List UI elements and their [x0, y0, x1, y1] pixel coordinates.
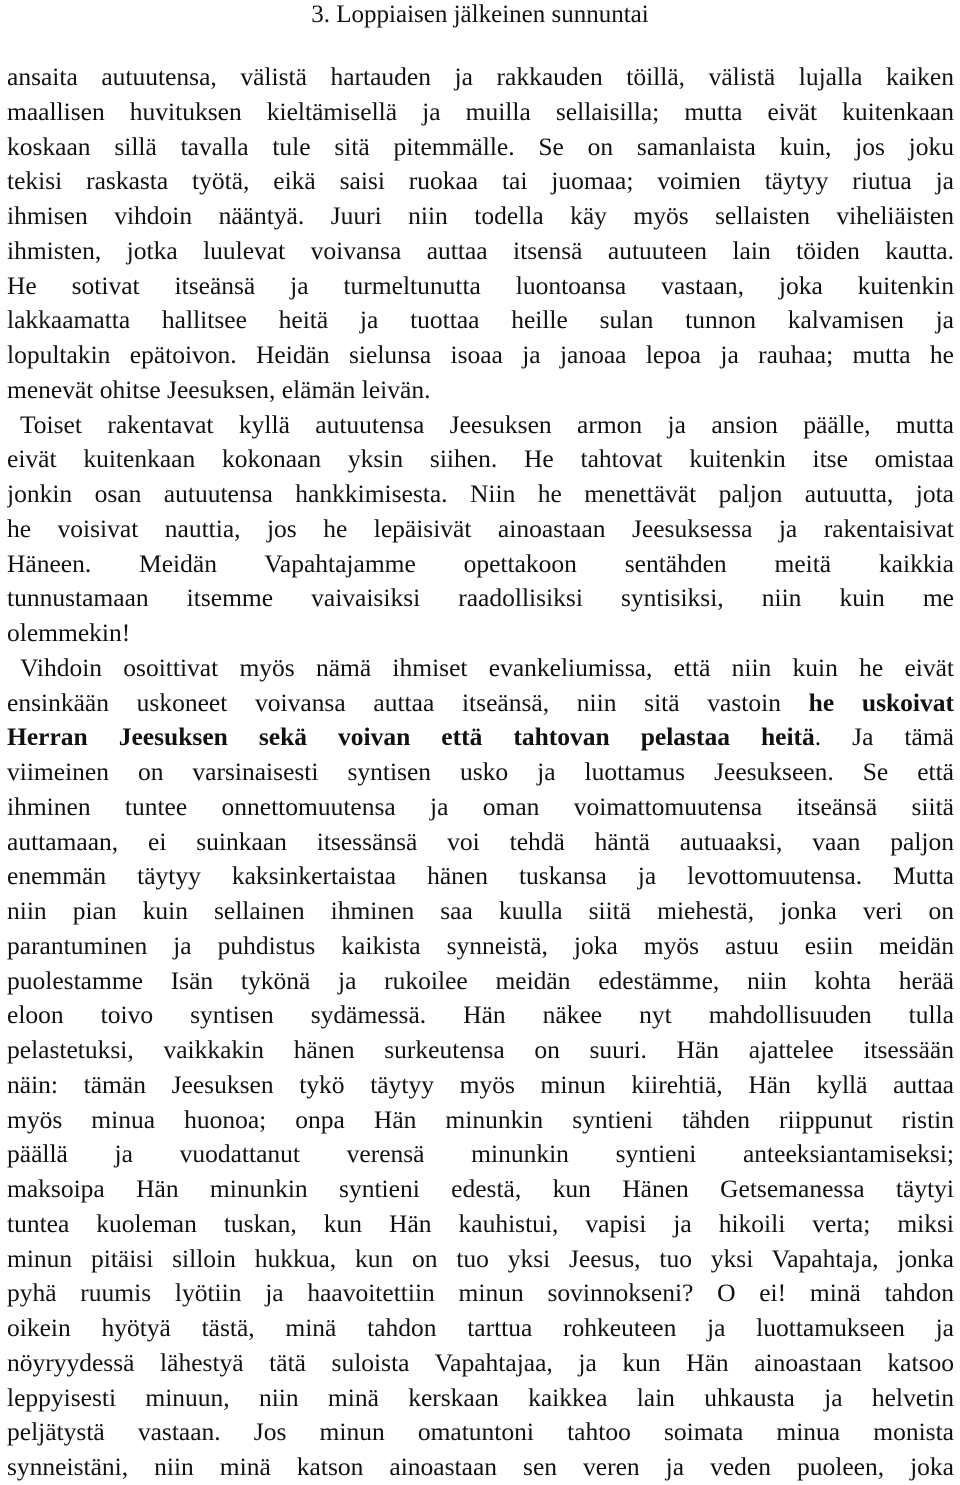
- text-line: [7, 199, 954, 234]
- text-line: [7, 1033, 954, 1068]
- text-segment: synneistäni, niin minä katson ainoastaan sen veren ja veden puoleen, joka: [7, 1452, 954, 1481]
- text-segment: tuntea kuoleman tuskan, kun Hän kauhistui, vapisi ja hikoili verta; miksi: [7, 1208, 954, 1238]
- text-line: [7, 755, 954, 790]
- text-segment: puolestamme Isän tykönä ja rukoilee meidän edestämme, niin kohta herää: [7, 965, 954, 995]
- text-line: [7, 651, 954, 686]
- text-segment: myös minua huonoa; onpa Hän minunkin syntieni tähden riippunut ristin: [7, 1104, 954, 1134]
- text-segment: ihmisen vihdoin nääntyä. Juuri niin todella käy myös sellaisten viheliäisten: [7, 201, 954, 230]
- text-line: [7, 95, 954, 130]
- text-line: [7, 303, 954, 338]
- text-line: [7, 1068, 954, 1103]
- text-line: [7, 234, 954, 269]
- text-segment: leppyisesti minuun, niin minä kerskaan kaikkea lain uhkausta ja helvetin: [7, 1382, 954, 1412]
- text-line: [7, 338, 954, 373]
- text-line: [7, 1415, 954, 1450]
- text-segment: päällä ja vuodattanut verensä minunkin syntieni anteeksiantamiseksi;: [7, 1139, 954, 1169]
- page-header: 3. Loppiaisen jälkeinen sunnuntai: [311, 1, 649, 28]
- text-line: [7, 1137, 954, 1172]
- text-line: [7, 616, 954, 651]
- text-segment: oikein hyötyä tästä, minä tahdon tarttua rohkeuteen ja luottamukseen ja: [7, 1313, 954, 1342]
- text-line: [7, 1311, 954, 1346]
- text-line: [7, 60, 954, 95]
- text-segment: Vihdoin osoittivat myös nämä ihmiset evankeliumissa, että niin kuin he eivät: [20, 652, 954, 682]
- text-line: [7, 790, 954, 825]
- text-segment: He sotivat itseänsä ja turmeltunutta luontoansa vastaan, joka kuitenkin: [7, 270, 954, 300]
- text-line: [7, 512, 954, 547]
- text-segment: olemmekin!: [7, 618, 131, 647]
- text-segment: ihmisten, jotka luulevat voivansa auttaa itsensä autuuteen lain töiden kautta.: [7, 235, 954, 265]
- text-line: [7, 998, 954, 1033]
- text-segment: parantuminen ja puhdistus kaikista synneistä, joka myös astuu esiin meidän: [7, 930, 954, 960]
- text-segment: lakkaamatta hallitsee heitä ja tuottaa heille sulan tunnon kalvamisen ja: [7, 305, 954, 335]
- text-line: [7, 373, 954, 408]
- text-line: [7, 929, 954, 964]
- text-segment: nöyryydessä lähestyä tätä suloista Vapahtajaa, ja kun Hän ainoastaan katsoo: [7, 1347, 954, 1377]
- text-segment: maksoipa Hän minunkin syntieni edestä, kun Hänen Getsemanessa täytyi: [7, 1174, 954, 1203]
- text-segment: tunnustamaan itsemme vaivaisiksi raadollisiksi syntisiksi, niin kuin me: [7, 583, 954, 613]
- text-segment: eloon toivo syntisen sydämessä. Hän näkee nyt mahdollisuuden tulla: [7, 1000, 954, 1030]
- text-segment: menevät ohitse Jeesuksen, elämän leivän.: [7, 374, 431, 404]
- text-segment: eivät kuitenkaan kokonaan yksin siihen. He tahtovat kuitenkin itse omistaa: [7, 444, 954, 474]
- text-segment: auttamaan, ei suinkaan itsessänsä voi tehdä häntä autuaaksi, vaan paljon: [7, 826, 954, 856]
- text-line: [7, 964, 954, 999]
- text-line: [7, 1346, 954, 1381]
- text-segment: tekisi raskasta työtä, eikä saisi ruokaa tai juomaa; voimien täytyy riutua ja: [7, 166, 954, 196]
- text-segment: niin pian kuin sellainen ihminen saa kuulla siitä miehestä, jonka veri on: [7, 896, 954, 925]
- text-segment: ihminen tuntee onnettomuutensa ja oman voimattomuutensa itseänsä siitä: [7, 791, 954, 821]
- text-line: [7, 1276, 954, 1311]
- text-line: [7, 477, 954, 512]
- text-segment: pyhä ruumis lyötiin ja haavoitettiin minun sovinnokseni? O ei! minä tahdon: [7, 1278, 954, 1308]
- text-line: [7, 686, 954, 721]
- text-segment: . Ja tämä: [814, 722, 954, 752]
- text-line: [7, 442, 954, 477]
- body-text: [7, 60, 954, 1485]
- text-line: [7, 1450, 954, 1485]
- text-segment: maallisen huvituksen kieltämisellä ja muilla sellaisilla; mutta eivät kuitenkaan: [7, 96, 954, 126]
- text-line: [7, 1172, 954, 1207]
- text-segment: peljätystä vastaan. Jos minun omatuntoni tahtoo soimata minua monista: [7, 1417, 954, 1447]
- text-line: [7, 130, 954, 165]
- text-segment: Toiset rakentavat kyllä autuutensa Jeesuksen armon ja ansion päälle, mutta: [20, 409, 954, 439]
- text-segment: ansaita autuutensa, välistä hartauden ja rakkauden töillä, välistä lujalla kaiken: [7, 62, 954, 91]
- text-segment: lopultakin epätoivon. Heidän sielunsa isoaa ja janoaa lepoa ja rauhaa; mutta he: [7, 340, 954, 369]
- text-line: [7, 1242, 954, 1277]
- text-line: [7, 1381, 954, 1416]
- text-line: [7, 894, 954, 929]
- text-segment: pelastetuksi, vaikkakin hänen surkeutensa on suuri. Hän ajattelee itsessään: [7, 1035, 954, 1064]
- text-line: [7, 547, 954, 582]
- text-line: [7, 1207, 954, 1242]
- text-line: [7, 581, 954, 616]
- text-segment: minun pitäisi silloin hukkua, kun on tuo yksi Jeesus, tuo yksi Vapahtaja, jonka: [7, 1243, 954, 1273]
- text-line: [7, 269, 954, 304]
- text-segment: enemmän täytyy kaksinkertaistaa hänen tuskansa ja levottomuutensa. Mutta: [7, 861, 954, 891]
- text-line: [7, 164, 954, 199]
- text-segment: ensinkään uskoneet voivansa auttaa itseänsä, niin sitä vastoin: [7, 687, 809, 717]
- text-segment: koskaan sillä tavalla tule sitä pitemmälle. Se on samanlaista kuin, jos joku: [7, 131, 954, 161]
- text-line: [7, 408, 954, 443]
- bold-text: Herran Jeesuksen sekä voivan että tahtovan pelastaa heitä: [7, 722, 815, 752]
- text-line: [7, 1103, 954, 1138]
- text-segment: he voisivat nauttia, jos he lepäisivät ainoastaan Jeesuksessa ja rakentaisivat: [7, 513, 954, 543]
- text-line: [7, 859, 954, 894]
- bold-text: he uskoivat: [808, 687, 954, 717]
- text-segment: näin: tämän Jeesuksen tykö täytyy myös minun kiirehtiä, Hän kyllä auttaa: [7, 1069, 954, 1099]
- text-line: [7, 825, 954, 860]
- text-line: [7, 720, 954, 755]
- text-segment: jonkin osan autuutensa hankkimisesta. Niin he menettävät paljon autuutta, jota: [7, 479, 954, 508]
- text-segment: Häneen. Meidän Vapahtajamme opettakoon sentähden meitä kaikkia: [7, 548, 954, 578]
- text-segment: viimeinen on varsinaisesti syntisen usko ja luottamus Jeesukseen. Se että: [7, 757, 954, 786]
